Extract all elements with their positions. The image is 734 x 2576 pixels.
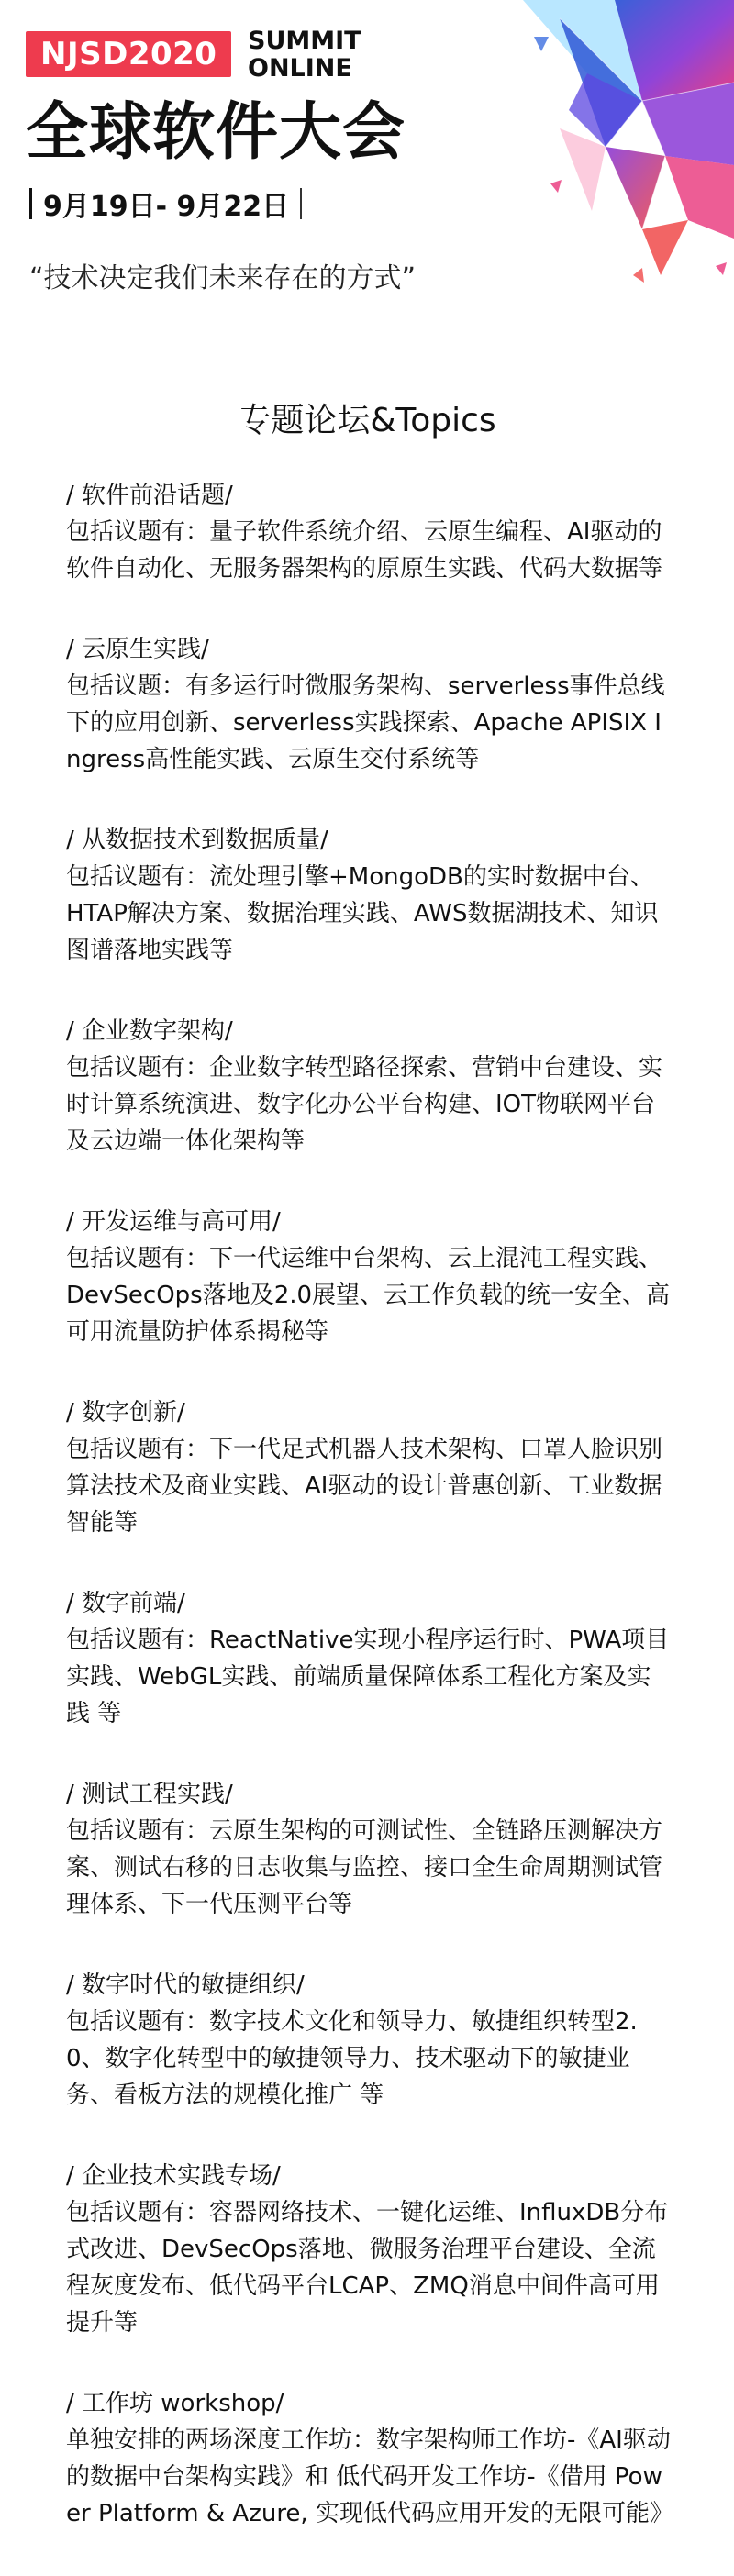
topic-description: 单独安排的两场深度工作坊：数字架构师工作坊-《AI驱动的数据中台架构实践》和 低代码开发工作坊-《借用 Power Platform & Azure, 实现低代码应用开发的无限可能》 (66, 2426, 673, 2527)
topic-description: 包括议题有：ReactNative实现小程序运行时、PWA项目实践、WebGL实践、前端质量保障体系工程化方案及实践 等 (66, 1627, 670, 1727)
topic-item (66, 822, 672, 969)
date-divider-left (29, 188, 32, 219)
topic-description: 包括议题：有多运行时微服务架构、serverless事件总线下的应用创新、serverless实践探索、Apache APISIX Ingress高性能实践、云原生交付系统等 (66, 672, 665, 773)
topic-name: / 软件前沿话题/ (66, 482, 233, 509)
hero-header (0, 0, 734, 330)
topic-item (66, 1204, 672, 1350)
topic-name: / 测试工程实践/ (66, 1781, 233, 1808)
date-divider-right (300, 188, 302, 219)
topic-name: / 数字创新/ (66, 1399, 185, 1427)
topic-description: 包括议题有：下一代足式机器人技术架构、口罩人脸识别算法技术及商业实践、AI驱动的设计普惠创新、工业数据智能等 (66, 1436, 663, 1537)
topic-item (66, 631, 672, 778)
topic-name: / 开发运维与高可用/ (66, 1208, 281, 1236)
date-range: 9月19日- 9月22日 (43, 191, 290, 223)
topic-item (66, 2385, 672, 2532)
topic-item (66, 1013, 672, 1160)
topic-name: / 云原生实践/ (66, 636, 209, 663)
topic-item (66, 1585, 672, 1732)
topic-name: / 从数据技术到数据质量/ (66, 827, 328, 854)
topic-description: 包括议题有：流处理引擎+MongoDB的实时数据中台、HTAP解决方案、数据治理实践、AWS数据湖技术、知识图谱落地实践等 (66, 863, 659, 964)
topic-item (66, 477, 672, 587)
summit-line-2: ONLINE (248, 54, 352, 83)
topic-description: 包括议题有：量子软件系统介绍、云原生编程、AI驱动的软件自动化、无服务器架构的原原生实践、代码大数据等 (66, 518, 663, 583)
topic-description: 包括议题有：容器网络技术、一键化运维、InfluxDB分布式改进、DevSecOps落地、微服务治理平台建设、全流程灰度发布、低代码平台LCAP、ZMQ消息中间件高可用提升等 (66, 2199, 669, 2337)
topic-item (66, 1394, 672, 1541)
slogan: “技术决定我们未来存在的方式” (29, 262, 417, 294)
topic-description: 包括议题有：企业数字转型路径探索、营销中台建设、实时计算系统演进、数字化办公平台构建、IOT物联网平台及云边端一体化架构等 (66, 1054, 663, 1155)
summit-line-1: SUMMIT (248, 27, 361, 55)
topic-name: / 数字前端/ (66, 1590, 185, 1617)
topic-item (66, 1776, 672, 1923)
butterfly-graphic (505, 0, 734, 303)
topic-description: 包括议题有：云原生架构的可测试性、全链路压测解决方案、测试右移的日志收集与监控、接口全生命周期测试管理体系、下一代压测平台等 (66, 1817, 663, 1918)
topics-section-title: 专题论坛&Topics (238, 402, 496, 439)
event-dates (29, 183, 302, 224)
topic-name: / 数字时代的敏捷组织/ (66, 1971, 305, 1999)
topic-item (66, 2158, 672, 2341)
topic-description: 包括议题有：下一代运维中台架构、云上混沌工程实践、DevSecOps落地及2.0展望、云工作负载的统一安全、高可用流量防护体系揭秘等 (66, 1245, 671, 1346)
topic-name: / 工作坊 workshop/ (66, 2390, 284, 2417)
page-title: 全球软件大会 (26, 96, 406, 169)
topic-description: 包括议题有：数字技术文化和领导力、敏捷组织转型2.0、数字化转型中的敏捷领导力、技术驱动下的敏捷业务、看板方法的规模化推广 等 (66, 2008, 638, 2109)
topic-list (66, 477, 672, 2576)
topic-name: / 企业数字架构/ (66, 1017, 233, 1045)
topic-item (66, 1967, 672, 2114)
summit-label (248, 28, 459, 83)
event-badge: NJSD2020 (26, 31, 231, 77)
topic-name: / 企业技术实践专场/ (66, 2162, 281, 2190)
